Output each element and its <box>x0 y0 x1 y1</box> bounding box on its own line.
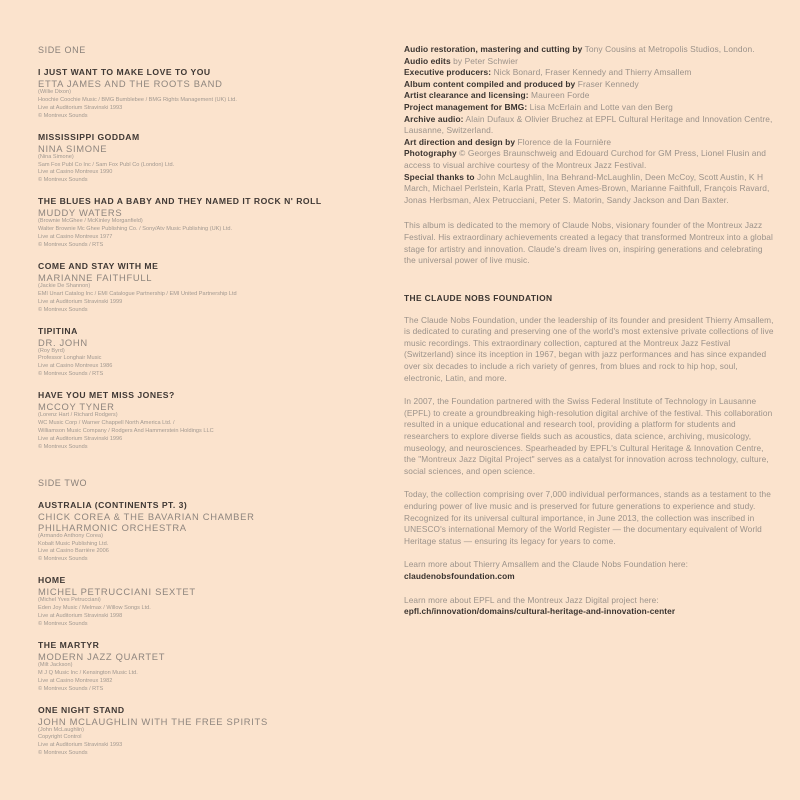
track-artist: MICHEL PETRUCCIANI SEXTET <box>38 586 196 598</box>
track-item <box>38 575 358 629</box>
tracklist-column <box>38 45 358 769</box>
track-writers: (Willie Dixon) <box>38 89 71 95</box>
track-item <box>38 67 358 121</box>
track-venue: Live at Casino Montreux 1990 <box>38 169 113 176</box>
credit-value: Nick Bonard, Fraser Kennedy and Thierry Amsallem <box>491 67 692 78</box>
credit-value: Maureen Forde <box>528 90 590 101</box>
track-writers: (Jackie De Shannon) <box>38 282 91 289</box>
track-publisher-cont: Williamson Music Company / Rodgers And Hammerstein Holdings LLC <box>38 427 214 434</box>
track-artist: JOHN MCLAUGHLIN WITH THE FREE SPIRITS <box>38 715 268 727</box>
credit-role: Archive audio: <box>404 113 464 124</box>
track-title: COME AND STAY WITH ME <box>38 260 159 271</box>
side-one-label: SIDE ONE <box>38 45 86 55</box>
track-title: THE BLUES HAD A BABY AND THEY NAMED IT ROCK N' ROLL <box>38 196 322 207</box>
track-venue: Live at Casino Barrière 2006 <box>38 548 109 555</box>
track-publisher: Hoochie Coochie Music / BMG Bumblebee / BMG Rights Management (UK) Ltd. <box>38 96 237 103</box>
foundation-link[interactable]: claudenobsfoundation.com <box>404 570 515 581</box>
dedication-paragraph: This album is dedicated to the memory of Claude Nobs, visionary founder of the Montreux Jazz Festival. His extraordinary achievements created a legacy that transformed Montreux into a global stage for artistry and innovation. Claude's dream lives on, inspiring generations and celebrating the universal power of live music. <box>404 220 773 266</box>
credit-line <box>404 114 774 137</box>
side-two-label: SIDE TWO <box>38 477 88 488</box>
track-copyright: © Montreux Sounds / RTS <box>38 371 104 378</box>
learn-more-text: Learn more about Thierry Amsallem and the Claude Nobs Foundation here: <box>404 559 689 570</box>
track-title: AUSTRALIA (CONTINENTS PT. 3) <box>38 499 188 510</box>
credit-role: Project management for BMG: <box>404 101 528 112</box>
track-artist: DR. JOHN <box>38 336 88 348</box>
credit-value: Fraser Kennedy <box>575 78 639 89</box>
learn-more-text: Learn more about EPFL and the Montreux Jazz Digital project here: <box>404 594 659 605</box>
credit-role: Audio edits <box>404 55 451 66</box>
credit-role: Album content compiled and produced by <box>404 78 576 89</box>
credit-role: Artist clearance and licensing: <box>404 90 529 101</box>
track-artist: ETTA JAMES AND THE ROOTS BAND <box>38 78 223 89</box>
foundation-paragraph: In 2007, the Foundation partnered with the Swiss Federal Institute of Technology in Lausanne (EPFL) to create a groundbreaking high-resolution digital archive of the festival. This collaboration resulted in a unique educational and research tool, providing a platform for students and researchers to explore diverse fields such as acoustics, data science, archiving, musicology, museology, and neurosciences. Spearheaded by EPFL's Cultural Heritage & Innovation Centre, the "Montreux Jazz Digital Project" serves as a catalyst for innovation across technology, culture, social sciences, and open science. <box>404 396 773 476</box>
learn-more-foundation <box>404 559 774 582</box>
credit-value: © Georges Braunschweig and Edouard Curchod for GM Press, Lionel Flusin and access to visual archive courtesy of the Montreux Jazz Festival. <box>404 148 767 170</box>
track-writers: (John McLaughlin) <box>38 726 85 733</box>
track-copyright: © Montreux Sounds <box>38 556 88 563</box>
track-writers: (Nina Simone) <box>38 153 74 160</box>
credit-value: Florence de la Fournière <box>515 136 612 147</box>
credit-value: Tony Cousins at Metropolis Studios, London. <box>582 44 755 54</box>
track-artist: CHICK COREA & THE BAVARIAN CHAMBER PHILHARMONIC ORCHESTRA <box>38 510 255 533</box>
track-copyright: © Montreux Sounds <box>38 443 88 450</box>
track-artist: NINA SIMONE <box>38 142 108 154</box>
epfl-link[interactable]: epfl.ch/innovation/domains/cultural-heritage-and-innovation-center <box>404 606 676 617</box>
track-writers: (Brownie McGhee / McKinley Morganfield) <box>38 218 143 225</box>
track-publisher: WC Music Corp / Warner Chappell North America Ltd. / <box>38 420 175 427</box>
track-writers: (Michel Yves Petrucciani) <box>38 597 101 604</box>
track-title: HAVE YOU MET MISS JONES? <box>38 390 175 401</box>
track-venue: Live at Casino Montreux 1982 <box>38 677 113 684</box>
track-copyright: © Montreux Sounds <box>38 177 88 184</box>
track-title: I JUST WANT TO MAKE LOVE TO YOU <box>38 67 211 77</box>
track-item <box>38 705 358 759</box>
track-item <box>38 640 358 694</box>
track-writers: (Lorenz Hart / Richard Rodgers) <box>38 412 118 419</box>
credit-role: Special thanks to <box>404 171 475 182</box>
track-writers: (Milt Jackson) <box>38 661 73 668</box>
track-publisher: Copyright Control <box>38 734 82 741</box>
foundation-heading: THE CLAUDE NOBS FOUNDATION <box>404 292 553 303</box>
track-writers: (Armando Anthony Corea) <box>38 532 103 539</box>
track-publisher: M J Q Music Inc / Kensington Music Ltd. <box>38 669 138 676</box>
foundation-paragraph: Today, the collection comprising over 7,000 individual performances, stands as a testament to the enduring power of live music and is preserved for future generations to experience and study. Recognized for its universal cultural importance, in June 2013, the collection was inscribed in UNESCO's international Memory of the World Register — the documentary equivalent of World Heritage status — ensuring its legacy for years to come. <box>404 489 771 546</box>
track-copyright: © Montreux Sounds <box>38 621 88 627</box>
track-publisher: Professor Longhair Music <box>38 355 102 362</box>
track-publisher: EMI Unart Catalog Inc / EMI Catalogue Partnership / EMI United Partnership Ltd <box>38 290 237 297</box>
credit-line <box>404 79 774 91</box>
track-copyright: © Montreux Sounds <box>38 112 88 119</box>
track-copyright: © Montreux Sounds <box>38 306 88 313</box>
credits-block <box>404 44 774 206</box>
track-venue: Live at Casino Montreux 1986 <box>38 363 113 370</box>
track-item <box>38 500 358 565</box>
credit-value: by Peter Schwier <box>450 55 519 66</box>
credit-role: Photography <box>404 148 457 159</box>
track-venue: Live at Auditorium Stravinski 1999 <box>38 298 123 305</box>
track-copyright: © Montreux Sounds <box>38 750 88 757</box>
credit-line <box>404 137 774 149</box>
credit-value: Alain Dufaux & Olivier Bruchez at EPFL Cultural Heritage and Innovation Centre, Lausanne, Switzerland. <box>404 113 773 136</box>
track-item <box>38 132 358 186</box>
credit-line <box>404 44 774 56</box>
track-item <box>38 261 358 315</box>
credit-line <box>404 102 774 114</box>
track-copyright: © Montreux Sounds / RTS <box>38 241 104 248</box>
track-venue: Live at Auditorium Stravinski 1993 <box>38 742 123 749</box>
track-title: THE MARTYR <box>38 639 100 650</box>
track-publisher: Kobalt Music Publishing Ltd. <box>38 540 109 547</box>
credit-role: Art direction and design by <box>404 136 516 147</box>
track-venue: Live at Casino Montreux 1977 <box>38 234 113 241</box>
credit-line <box>404 90 774 102</box>
track-title: HOME <box>38 575 66 586</box>
credit-line <box>404 67 774 79</box>
credit-value: Lisa McErlain and Lotte van den Berg <box>527 101 673 112</box>
credit-role: Audio restoration, mastering and cutting by <box>404 44 583 54</box>
credit-line <box>404 148 774 171</box>
foundation-paragraph: The Claude Nobs Foundation, under the leadership of its founder and president Thierry Amsallem, is dedicated to curating and preserving one of the world's most extensive private collections of live music recordings. This extraordinary collection, captured at the Montreux Jazz Festival (Switzerland) since its inception in 1967, began with jazz performances and has since expanded over six decades to include a rich variety of genres, from blues and rock to hip hop, soul, electronic, Latin, and more. <box>404 314 774 383</box>
track-copyright: © Montreux Sounds / RTS <box>38 685 104 692</box>
credits-column <box>404 44 774 618</box>
track-venue: Live at Auditorium Stravinski 1993 <box>38 104 123 111</box>
track-writers: (Roy Byrd) <box>38 347 65 354</box>
track-title: TIPITINA <box>38 325 78 336</box>
credit-value: John McLaughlin, Ina Behrand-McLaughlin, Deen McCoy, Scott Austin, K H March, Michael Perlstein, Karla Pratt, Steven Ames-Brown, Marianne Faithfull, François Ravard, Jonas Herbsman, Alex Petrucciani, Peter S. Matorin, Sandy Jackson and Dan Baxter. <box>404 171 770 205</box>
track-title: MISSISSIPPI GODDAM <box>38 131 140 142</box>
track-venue: Live at Auditorium Stravinski 1996 <box>38 435 123 442</box>
credit-role: Executive producers: <box>404 67 492 78</box>
learn-more-epfl <box>404 595 774 618</box>
track-item <box>38 196 358 250</box>
track-artist: MODERN JAZZ QUARTET <box>38 650 166 662</box>
track-item <box>38 326 358 380</box>
track-artist: MCCOY TYNER <box>38 401 115 413</box>
track-item <box>38 390 358 452</box>
track-venue: Live at Auditorium Stravinski 1998 <box>38 613 123 620</box>
credit-line <box>404 172 774 207</box>
track-publisher: Sam Fox Publ Co Inc / Sam Fox Publ Co (London) Ltd. <box>38 161 175 168</box>
track-publisher: Walter Brownie Mc Ghee Publishing Co. / Sony/Atv Music Publishing (UK) Ltd. <box>38 226 233 233</box>
track-artist: MUDDY WATERS <box>38 207 123 219</box>
track-publisher: Eden Joy Music / Melmax / Willow Songs Ltd. <box>38 605 151 612</box>
credit-line <box>404 56 774 68</box>
track-title: ONE NIGHT STAND <box>38 704 125 715</box>
track-artist: MARIANNE FAITHFULL <box>38 271 153 283</box>
